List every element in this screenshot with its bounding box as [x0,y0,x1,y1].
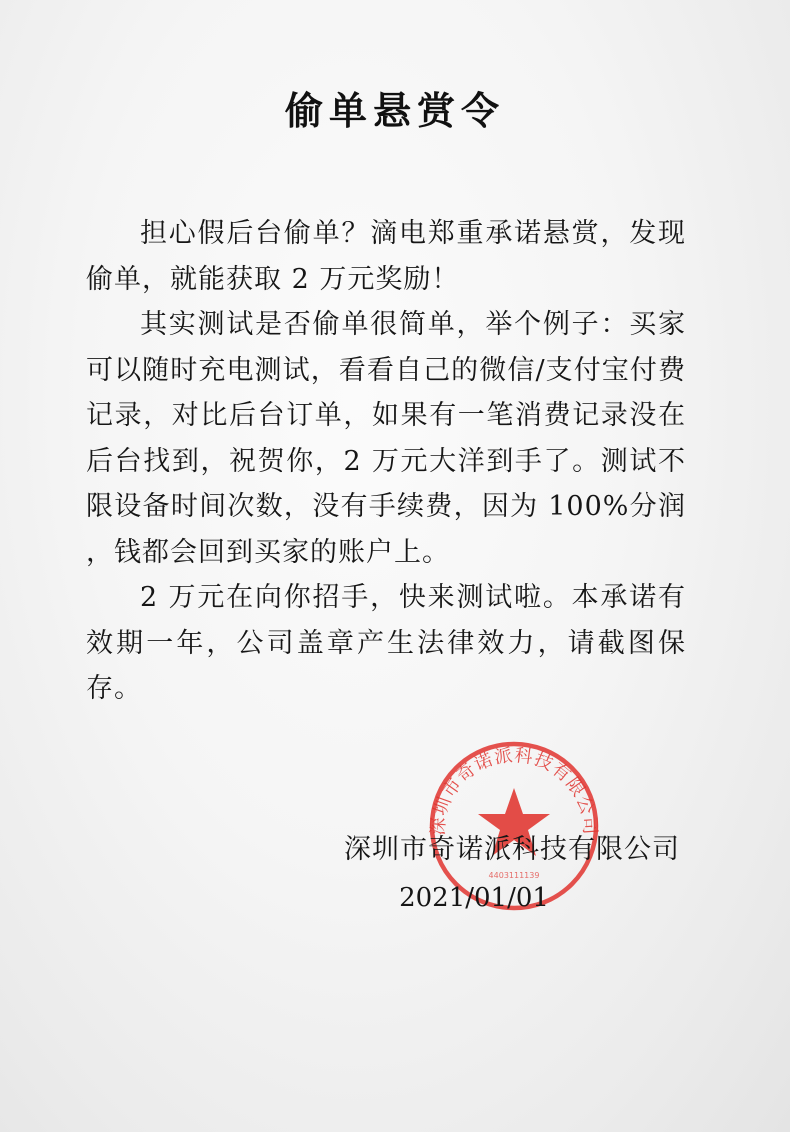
signature-company: 深圳市奇诺派科技有限公司 [344,834,680,865]
signature-date: 2021/01/01 [399,883,549,913]
document-title: 偷单悬赏令 [284,88,505,133]
seal-code-text: 4403111139 [488,871,540,880]
seal-ring-text: 深圳市奇诺派科技有限公司 [427,744,601,837]
paragraph-3: 2 万元在向你招手，快来测试啦。本承诺有效期一年，公司盖章产生法律效力，请截图保存。 [86,582,686,704]
document-body [86,211,686,712]
paragraph-2: 其实测试是否偷单很简单，举个例子：买家可以随时充电测试，看看自己的微信/支付宝付费记录，对比后台订单，如果有一笔消费记录没在后台找到，祝贺你，2 万元大洋到手了。测试不限设备时间次数，没有手续费，因为 100%分润 ，钱都会回到买家的账户上。 [86,309,686,568]
paragraph-1: 担心假后台偷单？滴电郑重承诺悬赏，发现偷单，就能获取 2 万元奖励！ [86,218,686,295]
